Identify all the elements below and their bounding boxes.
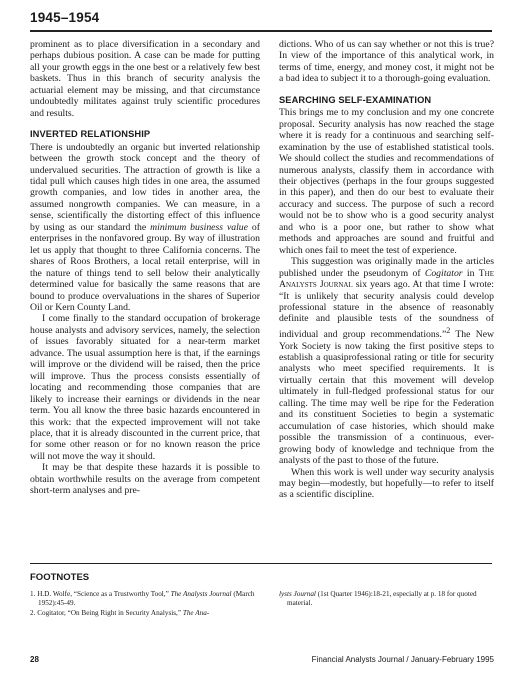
paragraph: prominent as to place diversification in a secondary and perhaps dubious position. A case can be made for putting all your growth eggs in the one best or a relatively few best baskets. Thus in this branch of security analysis the actuarial element may be missing, and that circumstance undoubtedly militates against truly scientific procedures and results. — [30, 39, 260, 119]
footnote: 1. H.D. Wolfe, “Science as a Trustworthy Tool,” The Analysts Journal (March 1952):45-49. — [30, 590, 255, 607]
paragraph: dictions. Who of us can say whether or not this is true? In view of the importance of this analytical work, in terms of time, energy, and money cost, it might not be a bad idea to subject it to a thorough-going evaluation. — [279, 39, 494, 85]
left-column — [30, 39, 260, 497]
paragraph: I come finally to the standard occupation of brokerage house analysts and advisory services, namely, the selection of issues favorably situated for a near-term market advance. The usual assumption here is that, if the earnings will improve or the dividend will be raised, then the price will improve. Thus the process consists essentially of locating and recommending those companies that are likely to increase their earnings or dividends in the near term. You all know the three basic hazards encountered in this work: that the expected improvement will not take place, that it is already discounted in the current price, that for some other reason or for no known reason the price will not move the way it should. — [30, 313, 260, 462]
footnotes-rule — [30, 563, 492, 564]
section-heading: INVERTED RELATIONSHIP — [30, 129, 151, 140]
footnotes-left — [30, 590, 255, 619]
header-rule — [30, 30, 492, 32]
paragraph: This suggestion was originally made in the articles published under the pseudonym of Cogitator in The Analysts Journal six years ago. At that time I wrote: “It is unlikely that security analysis could develop professional stature in the absence of reasonably definite and plausible tests of the soundness of individual and group recommendations.”$^2$ The New York Society is now taking the first positive steps to establish a quasiprofessional rating or title for security analysts who meet specified requirements. It is virtually certain that this movement will develop ultimately in full-fledged professional status for our calling. The time may well be ripe for the Federation and its constituent Societies to begin a systematic accumulation of case histories, which should make possible the transmission of a continuous, ever-growing body of knowledge and technique from the analysts of the past to those of the future. — [279, 256, 494, 467]
paragraph: This brings me to my conclusion and my one concrete proposal. Security analysis has now reached the stage where it is ready for a continuous and searching self-examination by the use of established statistical tools. We should collect the studies and recommendations of numerous analysts, classify them in accordance with their objectives (perhaps in the four groups suggested in this paper), and then do our best to evaluate their accuracy and success. The purpose of such a record would not be to show who is a good security analyst and who is a poor one, but rather to show what methods and approaches are sound and fruitful and which ones fail to meet the test of experience. — [279, 107, 494, 256]
paragraph: There is undoubtedly an organic but inverted relationship between the growth stock concept and the theory of undervalued securities. The attraction of growth is like a tidal pull which causes high tides in one area, the assumed growth companies, and low tides in another area, the assumed nongrowth companies. We can measure, in a sense, scientifically the distorting effect of this influence by using as our standard the minimum business value of enterprises in the nonfavored group. By way of illustration let us apply that thought to three California concerns. The shares of Roos Brothers, a local retail enterprise, will in the nature of things tend to sell below their analytically determined value for basically the same reasons that are bound to produce overvaluations in the shares of Superior Oil or Kern County Land. — [30, 141, 260, 313]
footnotes-right — [279, 590, 494, 609]
paragraph: When this work is well under way security analysis may begin—modestly, but hopefully—to refer to itself as a scientific discipline. — [279, 466, 494, 501]
footnotes-heading: FOOTNOTES — [30, 572, 90, 583]
paragraph: It may be that despite these hazards it is possible to obtain worthwhile results on the average from competent short-term analyses and pre- — [30, 462, 260, 497]
footnote: lysts Journal (1st Quarter 1946):18-21, especially at p. 18 for quoted material. — [279, 590, 477, 607]
page-number: 28 — [30, 655, 39, 664]
right-column — [279, 39, 494, 501]
page-header-title: 1945–1954 — [30, 10, 100, 25]
journal-footer: Financial Analysts Journal / January-February 1995 — [311, 655, 494, 664]
footnote: 2. Cogitator, “On Being Right in Security Analysis,” The Ana- — [30, 609, 210, 617]
section-heading: SEARCHING SELF-EXAMINATION — [279, 94, 432, 105]
